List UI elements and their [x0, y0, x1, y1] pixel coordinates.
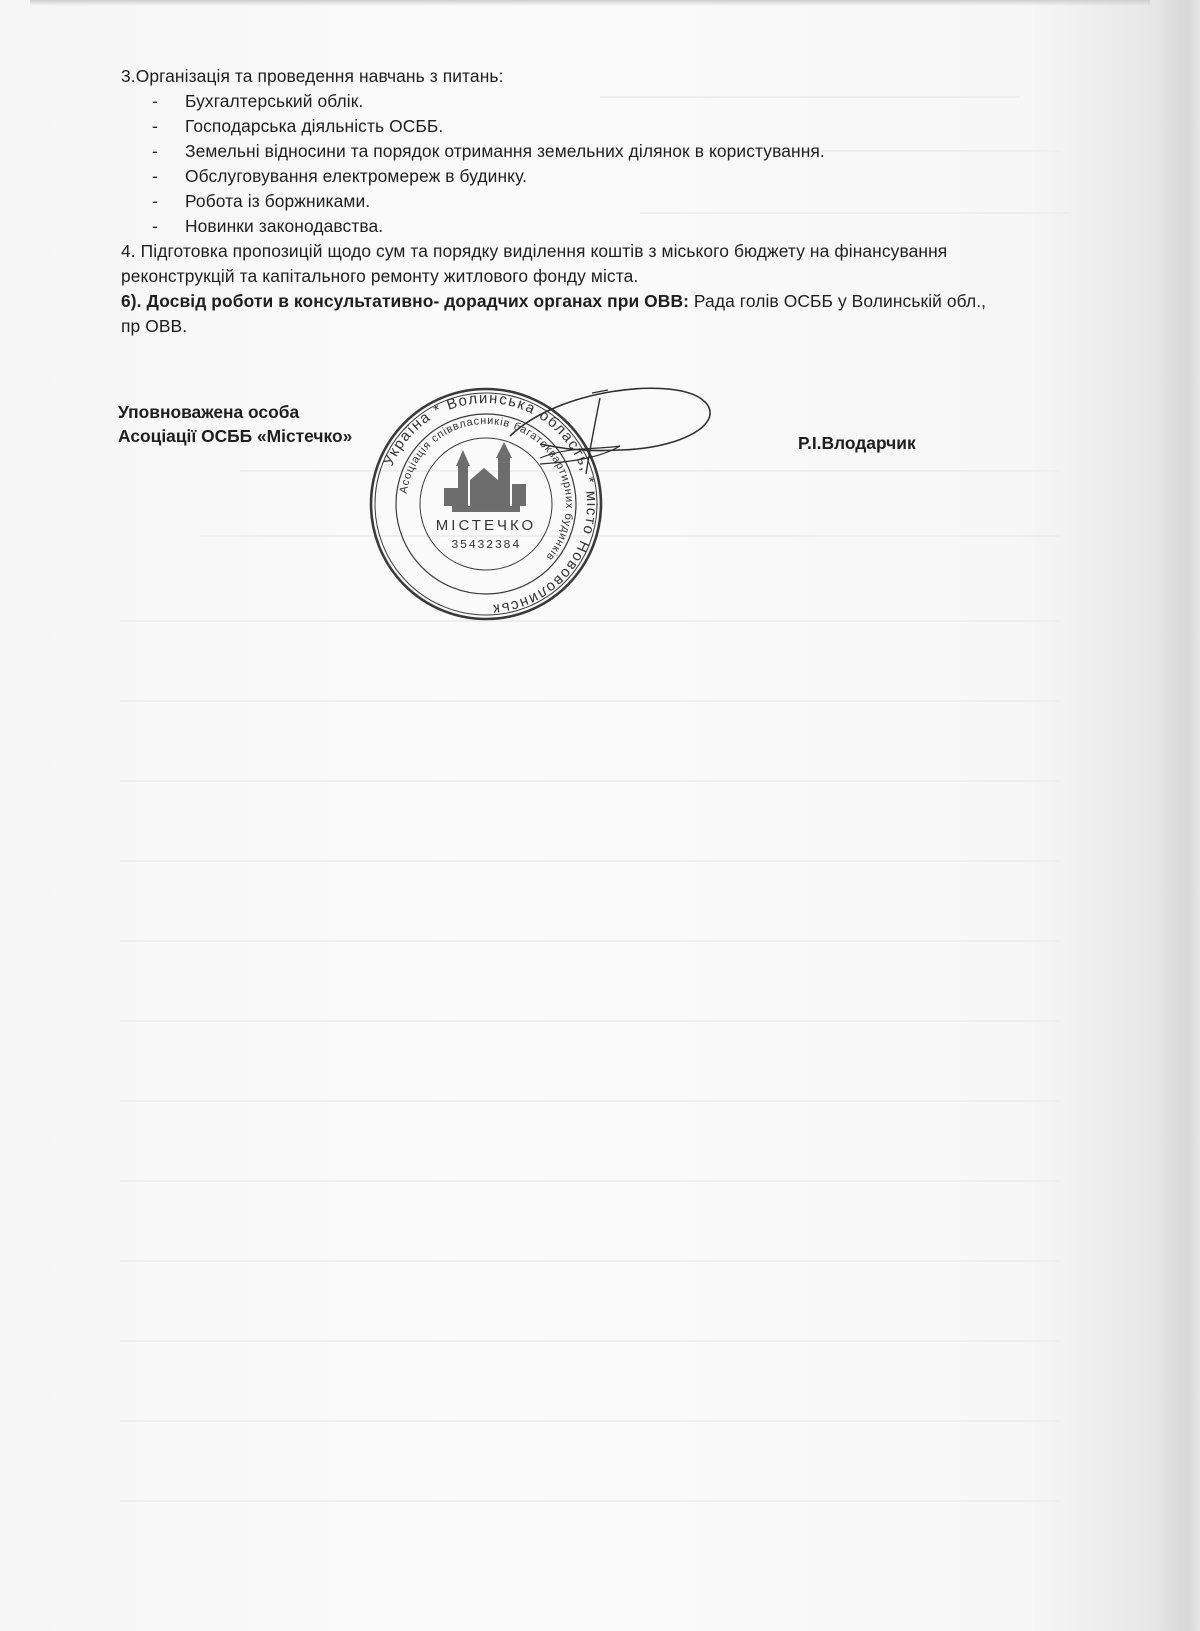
- list-item: [121, 89, 1131, 114]
- list-item-text: Бухгалтерський облік.: [185, 91, 364, 111]
- bleed-through-line: [120, 1100, 1060, 1102]
- list-dash: -: [152, 191, 158, 211]
- signatory-role-line-2: Асоціації ОСББ «Містечко»: [118, 426, 353, 446]
- bleed-through-line: [120, 780, 1060, 782]
- list-item-text: Новинки законодавства.: [185, 216, 384, 236]
- document-body: [121, 64, 1131, 339]
- list-dash: -: [152, 141, 158, 161]
- section-6-line-2: пр ОВВ.: [121, 316, 188, 336]
- list-dash: -: [152, 116, 158, 136]
- section-4-line-2: реконструкцій та капітального ремонту житлового фонду міста.: [121, 266, 639, 286]
- list-item-text: Обслуговування електромереж в будинку.: [185, 166, 528, 186]
- signatory-name: Р.І.Влодарчик: [798, 433, 916, 453]
- signatory-role: [118, 400, 352, 448]
- list-item-text: Робота із боржниками.: [185, 191, 371, 211]
- section-4-line-1: 4. Підготовка пропозицій щодо сум та порядку виділення коштів з міського бюджету на фінансування: [121, 241, 948, 261]
- section-6-value: Рада голів ОСББ у Волинській обл.,: [689, 291, 987, 311]
- list-item-text: Господарська діяльність ОСББ.: [185, 116, 444, 136]
- list-item: [121, 164, 1131, 189]
- stamp-outer-text: Україна * Волинська область, * місто Нововолинськ: [380, 389, 601, 618]
- bleed-through-line: [120, 1260, 1060, 1262]
- list-item: [121, 114, 1131, 139]
- list-dash: -: [152, 166, 158, 186]
- section-6-label: 6). Досвід роботи в консультативно- дорадчих органах при ОВВ:: [121, 291, 689, 311]
- section-6-line-1: [121, 289, 1131, 314]
- page-top-edge: [30, 0, 1150, 6]
- stamp-inner-text: Асоціація співвласників багатоквартирних будинків: [397, 414, 576, 564]
- list-item: [121, 139, 1131, 164]
- list-item-text: Земельні відносини та порядок отримання земельних ділянок в користування.: [185, 141, 825, 161]
- bleed-through-line: [200, 535, 1060, 537]
- bleed-through-line: [120, 1180, 1060, 1182]
- bleed-through-line: [120, 1020, 1060, 1022]
- signatory-role-line-1: Уповноважена особа: [118, 402, 300, 422]
- list-item: [121, 189, 1131, 214]
- handwritten-signature: [500, 378, 730, 498]
- bleed-through-line: [120, 700, 1060, 702]
- list-item: [121, 214, 1131, 239]
- stamp-center-name: МІСТЕЧКО: [435, 517, 537, 534]
- stamp-code: 35432384: [451, 538, 521, 552]
- bleed-through-line: [120, 860, 1060, 862]
- section-3-heading: 3.Організація та проведення навчань з питань:: [121, 66, 504, 86]
- bleed-through-line: [120, 1500, 1060, 1502]
- list-dash: -: [152, 216, 158, 236]
- bleed-through-line: [120, 1340, 1060, 1342]
- list-dash: -: [152, 91, 158, 111]
- page-right-shadow: [1160, 0, 1200, 1631]
- bleed-through-line: [120, 940, 1060, 942]
- bleed-through-line: [120, 1420, 1060, 1422]
